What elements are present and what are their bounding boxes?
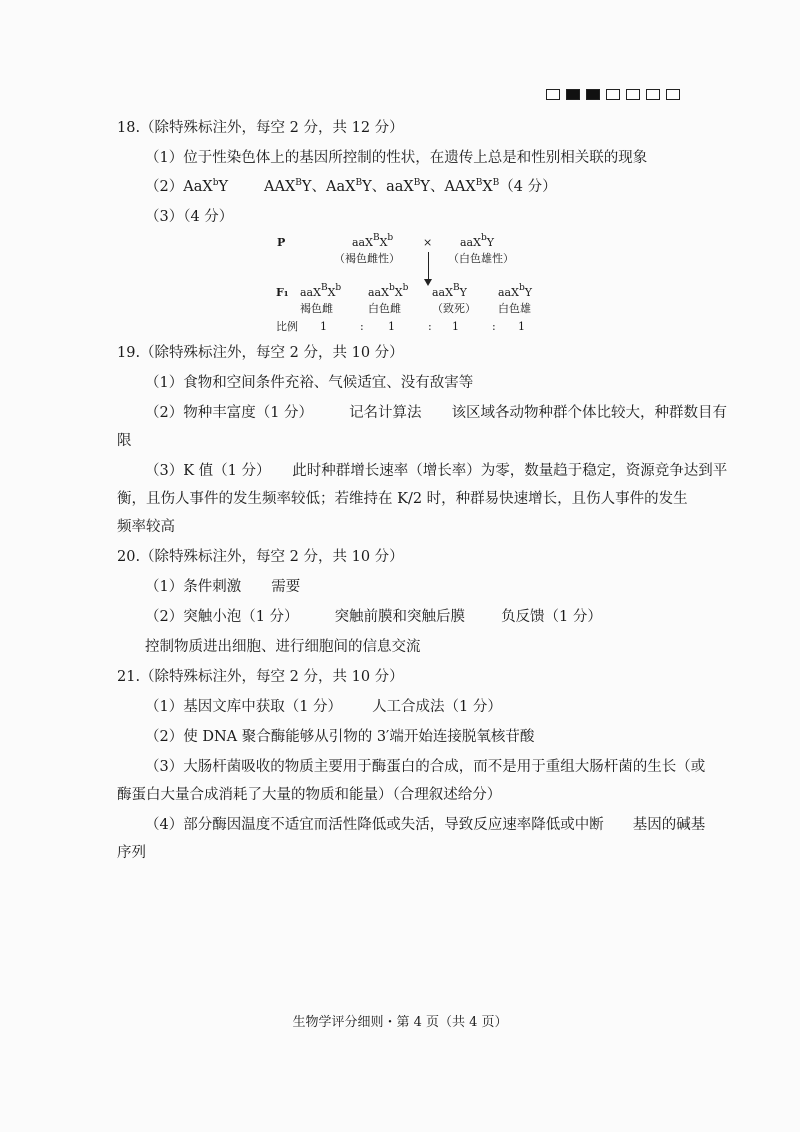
cross-f1-genotype-4: aaX$^b$Y: [498, 283, 532, 299]
q20-answer-2-cont: 控制物质进出细胞、进行细胞间的信息交流: [145, 639, 421, 655]
cross-f1-desc-4: 白色雄: [498, 302, 531, 315]
q21-answer-4-line-2: 序列: [117, 845, 146, 861]
cross-p-female-genotype: $aaX^BX^b$: [352, 233, 394, 249]
q19-answer-2-cont: 限: [117, 433, 132, 449]
cross-ratio-sep-1: :: [360, 320, 364, 333]
q21-answer-1-part-2: 人工合成法（1 分）: [372, 699, 502, 715]
q19-answer-3-line-1: （3）K 值（1 分） 此时种群增长速率（增长率）为零，数量趋于稳定，资源竞争达到平: [145, 463, 728, 479]
marker-square-6: [646, 89, 660, 100]
cross-f1-desc-1: 褐色雌: [300, 302, 333, 315]
q18-answer-2: （2）AaX$^b$Y $AAX^BY$、AaX$^B$Y、aaX$^B$Y、$AAX^BX^B(4$ 分）: [145, 178, 557, 195]
q20-answer-1-part-2: 需要: [271, 579, 301, 595]
cross-f1-desc-2: 白色雌: [368, 302, 401, 315]
marker-square-4: [606, 89, 620, 100]
cross-p-male-genotype: aaX$^b$Y: [460, 233, 494, 249]
cross-ratio-label: 比例: [276, 320, 298, 333]
cross-ratio-sep-2: :: [428, 320, 432, 333]
cross-p-male-desc: （白色雄性）: [448, 252, 514, 265]
cross-p-female-desc: （褐色雌性）: [334, 252, 400, 265]
q21-answer-3-line-2: 酶蛋白大量合成消耗了大量的物质和能量）（合理叙述给分）: [117, 787, 502, 803]
q21-answer-2: （2）使 DNA 聚合酶能够从引物的 3′端开始连接脱氧核苷酸: [145, 729, 535, 745]
q18-answer-3: （3）（4 分）: [145, 209, 234, 225]
page-footer: 生物学评分细则・第 4 页（共 4 页）: [292, 1015, 508, 1030]
marker-square-3: [586, 89, 600, 100]
q19-answer-2-part-3: 该区域各动物种群个体比较大，种群数目有: [451, 405, 728, 421]
marker-square-2: [566, 89, 580, 100]
q21-answer-4-line-1: （4）部分酶因温度不适宜而活性降低或失活，导致反应速率降低或中断 基因的碱基: [145, 817, 706, 833]
q19-answer-3-line-3: 频率较高: [117, 519, 175, 535]
q21-header: 21.（除特殊标注外，每空 2 分，共 10 分）: [117, 669, 404, 685]
q18-answer-2-prefix: （2）: [145, 179, 184, 195]
cross-f1-label: F₁: [276, 286, 289, 299]
q20-answer-1: [145, 577, 300, 597]
cross-ratio-value-4: 1: [518, 320, 525, 333]
marker-square-7: [666, 89, 680, 100]
cross-ratio-value-1: 1: [320, 320, 327, 333]
cross-f1-genotype-3: aaX$^B$Y: [432, 283, 467, 299]
q21-answer-1: [145, 697, 502, 717]
q20-answer-2: [145, 607, 602, 627]
q19-answer-2: [145, 403, 727, 423]
q19-answer-1: （1）食物和空间条件充裕、气候适宜、没有敌害等: [145, 375, 474, 391]
q19-header: 19.（除特殊标注外，每空 2 分，共 10 分）: [117, 345, 404, 361]
q18-answer-1: （1）位于性染色体上的基因所控制的性状，在遗传上总是和性别相关联的现象: [145, 150, 648, 166]
cross-f1-desc-3: （致死）: [432, 302, 476, 315]
q20-answer-1-part-1: （1）条件刺激: [145, 579, 242, 595]
q21-answer-1-part-1: （1）基因文库中获取（1 分）: [145, 699, 343, 715]
cross-down-arrow-icon: [428, 252, 429, 282]
q20-answer-2-part-2: 突触前膜和突触后膜: [334, 609, 466, 625]
page-marker: [546, 89, 680, 100]
marker-square-5: [626, 89, 640, 100]
q18-header: 18.（除特殊标注外，每空 2 分，共 12 分）: [117, 120, 404, 136]
marker-square-1: [546, 89, 560, 100]
cross-ratio-value-2: 1: [388, 320, 395, 333]
cross-times-sign: ×: [423, 236, 433, 249]
q20-header: 20.（除特殊标注外，每空 2 分，共 10 分）: [117, 549, 404, 565]
cross-ratio-sep-3: :: [492, 320, 496, 333]
q20-answer-2-part-1: （2）突触小泡（1 分）: [145, 609, 299, 625]
cross-f1-genotype-1: $aaX^BX^b$: [300, 283, 342, 299]
q21-answer-3-line-1: （3）大肠杆菌吸收的物质主要用于酶蛋白的合成，而不是用于重组大肠杆菌的生长（或: [145, 759, 706, 775]
cross-f1-genotype-2: $aaX^bX^b$: [368, 283, 409, 299]
q19-answer-2-part-1: （2）物种丰富度（1 分）: [145, 405, 314, 421]
q19-answer-3-line-2: 衡，且伤人事件的发生频率较低；若维持在 K/2 时，种群易快速增长，且伤人事件的发生: [117, 491, 688, 507]
cross-ratio-value-3: 1: [452, 320, 459, 333]
q18-answer-2-suffix: （4 分）: [499, 179, 557, 195]
cross-p-label: P: [277, 236, 286, 249]
q19-answer-2-part-2: 记名计算法: [349, 405, 422, 421]
q20-answer-2-part-3: 负反馈（1 分）: [501, 609, 602, 625]
